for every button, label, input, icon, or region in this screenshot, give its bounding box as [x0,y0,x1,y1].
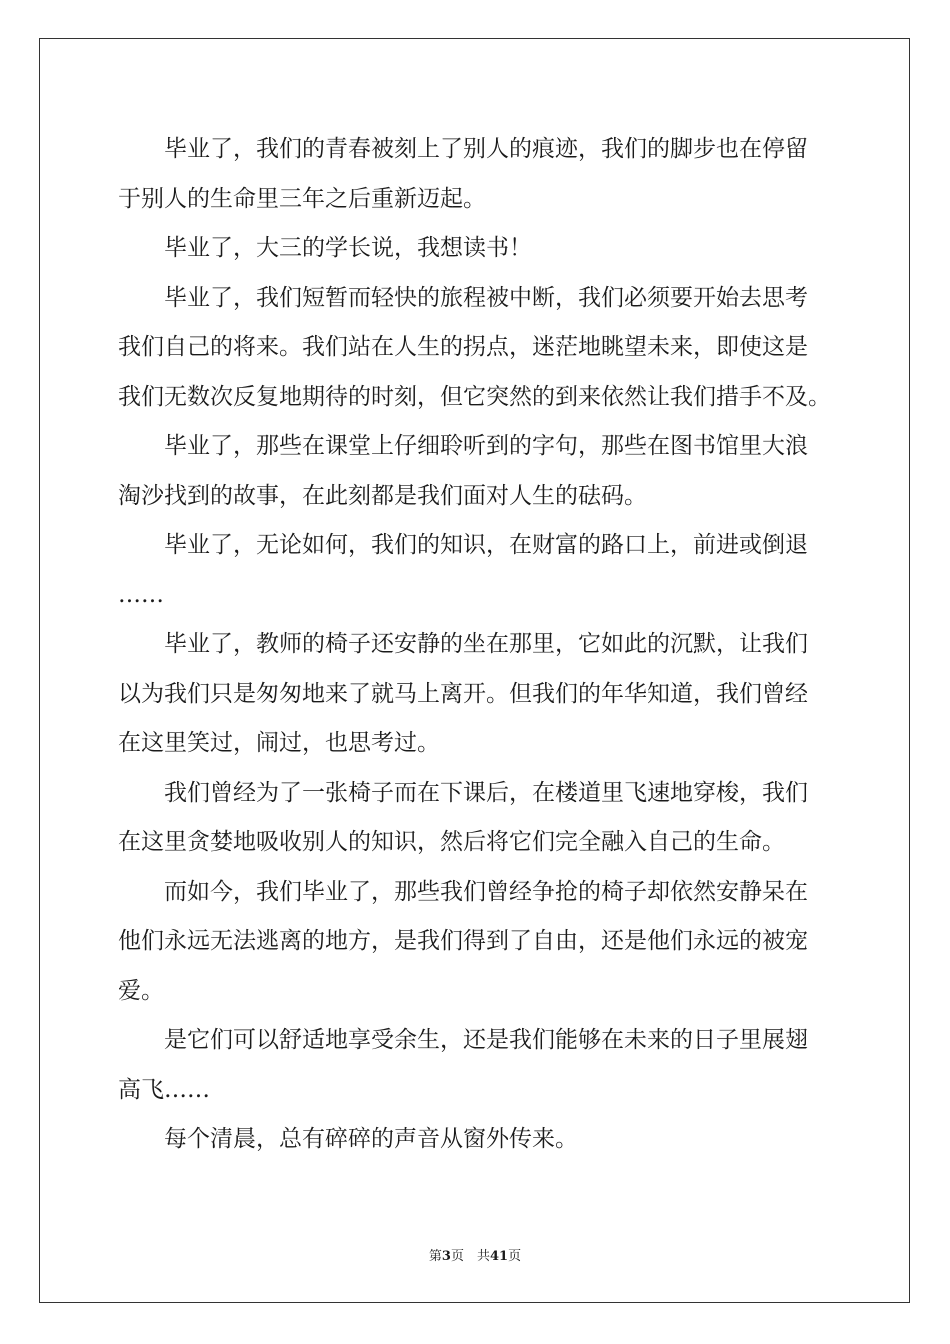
text-line: 毕业了，那些在课堂上仔细聆听到的字句，那些在图书馆里大浪 [118,433,808,459]
text-line: 毕业了，我们短暂而轻快的旅程被中断，我们必须要开始去思考 [118,284,808,311]
text-line: 在这里贪婪地吸收别人的知识，然后将它们完全融入自己的生命。 [118,829,785,855]
text-line: 以为我们只是匆匆地来了就马上离开。但我们的年华知道，我们曾经 [118,680,808,707]
text-line: 是它们可以舒适地享受余生，还是我们能够在未来的日子里展翅 [118,1027,808,1053]
text-line: 毕业了，大三的学长说，我想读书！ [118,235,532,261]
text-line: 毕业了，我们的青春被刻上了别人的痕迹，我们的脚步也在停留 [118,136,808,162]
text-line: 淘沙找到的故事，在此刻都是我们面对人生的砝码。 [118,482,647,509]
text-line: 毕业了，无论如何，我们的知识，在财富的路口上，前进或倒退 [118,532,808,558]
text-line: 我们无数次反复地期待的时刻，但它突然的到来依然让我们措手不及。 [118,383,831,410]
footer-total-pages: 41 [489,1249,509,1264]
document-body [118,125,836,1165]
text-line: 爱。 [118,977,164,1004]
text-line: 我们曾经为了一张椅子而在下课后，在楼道里飞速地穿梭，我们 [118,779,808,806]
text-line: 在这里笑过，闹过，也思考过。 [118,730,440,756]
text-line: 我们自己的将来。我们站在人生的拐点，迷茫地眺望未来，即使这是 [118,334,808,360]
text-line: 而如今，我们毕业了，那些我们曾经争抢的椅子却依然安静呆在 [118,878,808,905]
text-line: 毕业了，教师的椅子还安静的坐在那里，它如此的沉默，让我们 [118,631,808,657]
text-line: 他们永远无法逃离的地方，是我们得到了自由，还是他们永远的被宠 [118,928,808,954]
page-footer [0,1245,950,1264]
text-line: 于别人的生命里三年之后重新迈起。 [118,185,486,212]
footer-prefix: 第 [428,1249,442,1264]
footer-middle: 页 共 [450,1249,490,1264]
text-line: 高飞…… [118,1076,210,1103]
footer-suffix: 页 [508,1249,522,1264]
text-line: …… [118,581,164,608]
footer-page-number: 3 [441,1249,451,1264]
text-line: 每个清晨，总有碎碎的声音从窗外传来。 [118,1126,578,1152]
